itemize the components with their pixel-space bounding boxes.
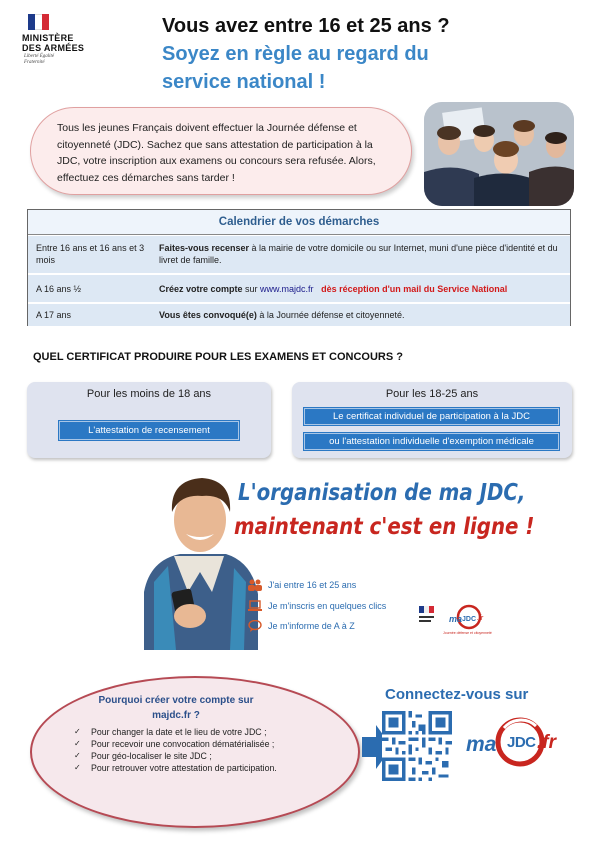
chat-bubble-icon	[248, 620, 262, 632]
participation-certificate-badge: Le certificat individuel de participation à la JDC	[304, 408, 559, 425]
under-18-title: Pour les moins de 18 ans	[86, 388, 212, 400]
slogan-line1: L'organisation de ma JDC,	[238, 480, 526, 506]
majdc-logo-fr: .fr	[537, 732, 556, 753]
ministry-name-line2: DES ARMÉES	[22, 43, 85, 53]
why-list-item: ✓ Pour changer la date et le lieu de votre JDC ;	[74, 726, 284, 738]
under-18-box	[27, 382, 271, 458]
people-icon	[248, 579, 262, 591]
feature-inform	[268, 621, 355, 631]
exemption-certificate-badge: ou l'attestation individuelle d'exemption médicale	[304, 433, 559, 450]
intro-bubble	[30, 107, 412, 195]
small-ministry-logo	[417, 604, 437, 632]
feature-age	[268, 580, 356, 590]
youth-group-illustration	[424, 102, 574, 206]
calendar-table	[27, 209, 571, 326]
page-title: Vous avez entre 16 et 25 ans ?	[162, 15, 450, 37]
small-majdc-logo	[443, 603, 493, 639]
calendar-action-bold: Vous êtes convoqué(e)	[159, 310, 257, 320]
calendar-age: A 17 ans	[36, 310, 72, 320]
calendar-action-bold: Faites-vous recenser	[159, 243, 250, 253]
connect-label: Connectez-vous sur	[385, 686, 529, 703]
ministry-logo	[22, 14, 112, 84]
feature-register-text: Je m'inscris en quelques clics	[268, 601, 387, 611]
ministry-motto: Liberté Égalité Fraternité	[24, 54, 55, 65]
marianne-flag-icon	[28, 14, 50, 30]
why-title: Pourquoi créer votre compte sur majdc.fr ?	[98, 695, 254, 721]
intro-text: Tous les jeunes Français doivent effectuer la Journée défense et citoyenneté (JDC). Sachez que sans attestation de participation à la JDC, votre inscription aux examens ou concours sera refusée. Alors, effectuez ces démarches sans tarder !	[57, 122, 376, 184]
calendar-row	[28, 236, 570, 274]
feature-inform-text: Je m'informe de A à Z	[268, 621, 355, 631]
feature-age-text: J'ai entre 16 et 25 ans	[268, 580, 357, 590]
majdc-link[interactable]: www.majdc.fr	[260, 284, 314, 294]
certificate-heading: QUEL CERTIFICAT PRODUIRE POUR LES EXAMENS ET CONCOURS ?	[33, 351, 403, 363]
svg-text:JDC: JDC	[462, 616, 477, 623]
calendar-age: A 16 ans ½	[36, 284, 82, 294]
calendar-action-bold: Créez votre compte	[159, 284, 243, 294]
majdc-logo-jdc: JDC	[507, 734, 536, 751]
why-list-item: ✓ Pour recevoir une convocation dématérialisée ;	[74, 738, 284, 750]
calendar-action	[159, 309, 559, 321]
calendar-age: Entre 16 ans et 16 ans et 3 mois	[36, 243, 145, 265]
why-list-item: ✓ Pour retrouver votre attestation de participation.	[74, 762, 284, 774]
calendar-action-text: à la Journée défense et citoyenneté.	[256, 310, 405, 320]
calendar-row	[28, 275, 570, 303]
calendar-action	[159, 283, 559, 295]
calendar-action-text: sur	[242, 284, 261, 294]
calendar-action-warning: dès réception d'un mail du Service National	[321, 284, 508, 294]
over-18-title: Pour les 18-25 ans	[385, 388, 479, 400]
qr-code[interactable]	[382, 711, 452, 781]
ministry-name-line1: MINISTÈRE	[22, 33, 74, 43]
census-certificate-badge: L'attestation de recensement	[59, 421, 239, 440]
calendar-action	[159, 242, 559, 266]
majdc-logo[interactable]	[462, 710, 572, 776]
over-18-box	[292, 382, 572, 458]
svg-text:ma: ma	[449, 614, 463, 624]
majdc-logo-ma: ma	[466, 733, 497, 756]
why-list-item: ✓ Pour géo-localiser le site JDC ;	[74, 750, 284, 762]
why-list	[74, 726, 284, 774]
youth-group-photo	[424, 102, 574, 206]
page-subtitle: Soyez en règle au regard du service national !	[162, 43, 429, 93]
slogan-line2: maintenant c'est en ligne !	[234, 514, 535, 540]
calendar-action-text: à la mairie de votre domicile ou sur Internet, muni d'une pièce d'identité et du livret de famille.	[159, 243, 558, 265]
calendar-row	[28, 304, 570, 326]
feature-register	[268, 601, 386, 611]
laptop-icon	[248, 600, 262, 612]
small-majdc-caption: Journée défense et citoyenneté	[443, 631, 492, 635]
calendar-title: Calendrier de vos démarches	[28, 210, 570, 235]
svg-text:.fr: .fr	[477, 615, 484, 622]
